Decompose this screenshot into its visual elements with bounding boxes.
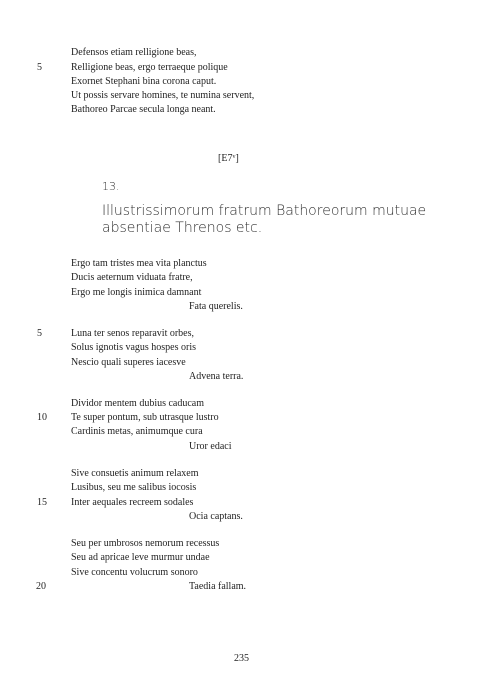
verse-line: Exornet Stephani bina corona caput. [71,76,217,87]
adonic-line: Taedia fallam. [189,581,247,592]
verse-line: Ducis aeternum viduata fratre, [71,272,193,283]
verse-line: Defensos etiam relligione beas, [71,47,197,58]
folio-mark-open: [E7 [218,153,233,164]
adonic-line: Advena terra. [189,371,244,382]
folio-mark [218,152,239,165]
adonic-line: Fata querelis. [189,301,243,312]
folio-mark-sup: v [232,154,236,160]
verse-line: Ergo tam tristes mea vita planctus [71,258,207,269]
line-number: 5 [37,62,42,73]
line-number: 10 [37,412,47,423]
poem-title-line: absentiae Threnos etc. [102,220,263,236]
verse-line: Ergo me longis inimica damnant [71,287,202,298]
folio-mark-close: ] [235,153,239,164]
poem-title-line: Illustrissimorum fratrum Bathoreorum mutuae [102,203,427,219]
verse-line: Inter aequales recreem sodales [71,497,194,508]
verse-line: Relligione beas, ergo terraeque polique [71,62,228,73]
verse-line: Seu ad apricae leve murmur undae [71,552,210,563]
verse-line: Sive concentu volucrum sonoro [71,567,198,578]
verse-line: Sive consuetis animum relaxem [71,468,199,479]
poem-title [102,203,427,237]
verse-line: Cardinis metas, animumque cura [71,426,203,437]
verse-line: Lusibus, seu me salibus iocosis [71,482,197,493]
poem-number: 13. [102,180,120,193]
verse-line: Solus ignotis vagus hospes oris [71,342,197,353]
verse-line: Seu per umbrosos nemorum recessus [71,538,220,549]
verse-line: Ut possis servare homines, te numina servent, [71,90,255,101]
line-number: 5 [37,328,42,339]
verse-line: Luna ter senos reparavit orbes, [71,328,195,339]
verse-line: Dividor mentem dubius caducam [71,398,205,409]
adonic-line: Ocia captans. [189,511,243,522]
page-number: 235 [234,653,249,664]
verse-line: Bathoreo Parcae secula longa neant. [71,104,216,115]
line-number: 15 [37,497,47,508]
adonic-line: Uror edaci [189,441,232,452]
verse-line: Te super pontum, sub utrasque lustro [71,412,219,423]
line-number: 20 [36,581,46,592]
verse-line: Nescio quali superes iacesve [71,357,186,368]
